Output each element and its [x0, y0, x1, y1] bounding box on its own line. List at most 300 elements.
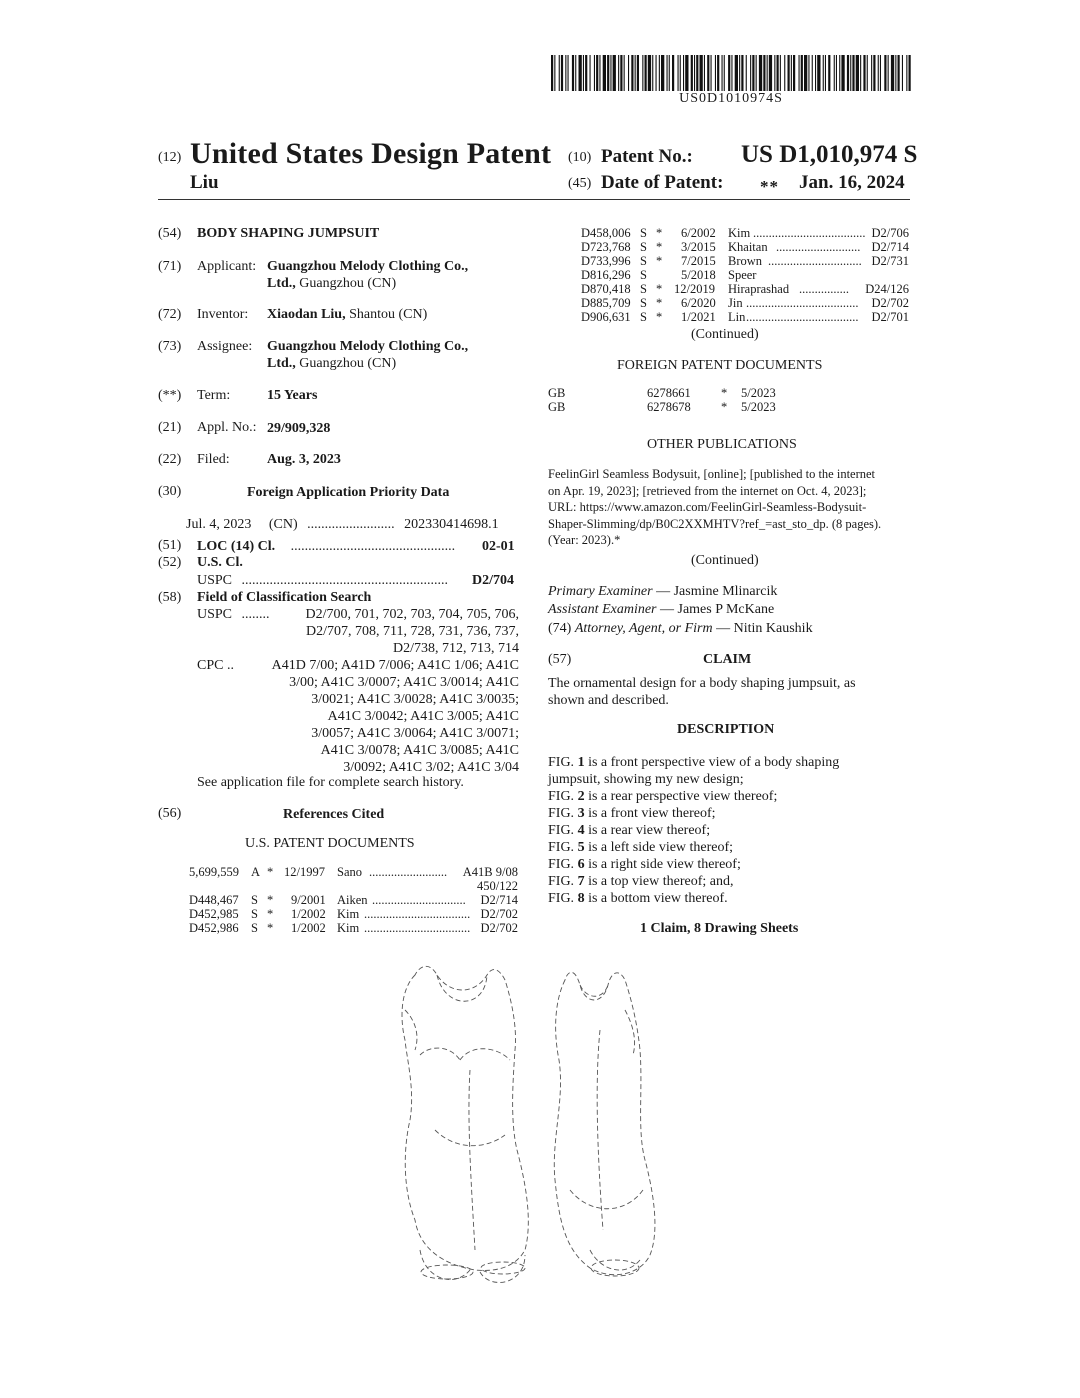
- ref-name: Kim: [337, 921, 360, 935]
- barcode-bar: [661, 55, 664, 91]
- fig-prefix: FIG.: [548, 823, 575, 838]
- foreign-country: GB: [548, 386, 566, 400]
- attorney-name: — Nitin Kaushik: [716, 621, 813, 636]
- fig-text: is a right side view thereof;: [588, 857, 741, 872]
- ref-no: 5,699,559: [189, 865, 239, 879]
- barcode-bar: [620, 55, 622, 91]
- attorney-row: [548, 620, 813, 637]
- front-bust-right: [460, 1049, 510, 1060]
- ref-no: D452,985: [189, 907, 239, 921]
- barcode-bar: [711, 55, 712, 91]
- primary-examiner-name: — Jasmine Mlinarcik: [656, 584, 778, 599]
- barcode-bar: [799, 55, 800, 91]
- ref-kind: S: [640, 268, 647, 282]
- field-cpc-line: A41C 3/0042; A41C 3/005; A41C: [327, 709, 519, 724]
- fig-text: is a front view thereof;: [588, 806, 716, 821]
- ref-no: D870,418: [581, 282, 631, 296]
- fig-text: is a left side view thereof;: [588, 840, 734, 855]
- ref-star: *: [656, 254, 663, 268]
- field-uspc-label-row: [197, 606, 270, 623]
- ref-kind: S: [640, 310, 647, 324]
- barcode-bar: [583, 55, 584, 91]
- barcode-bar: [804, 55, 807, 91]
- ref-star: *: [267, 865, 274, 879]
- ref-name: Speer: [728, 268, 757, 282]
- us-ref-row: [189, 921, 519, 934]
- ref-date: 1/2021: [681, 310, 716, 324]
- fig-prefix: FIG.: [548, 874, 575, 889]
- inid-code-51: (51): [158, 538, 182, 553]
- ref-class-2: 450/122: [477, 879, 518, 893]
- field-note: See application file for complete search history.: [197, 775, 464, 790]
- priority-row: [186, 516, 519, 533]
- invention-title: BODY SHAPING JUMPSUIT: [197, 226, 380, 241]
- barcode-bar: [642, 55, 643, 91]
- fig-prefix: FIG.: [548, 857, 575, 872]
- field-uspc-line: D2/738, 712, 713, 714: [393, 641, 519, 656]
- barcode-bar: [735, 55, 738, 91]
- barcode-bar: [652, 55, 653, 91]
- applicant-label: Applicant:: [197, 259, 257, 274]
- ref-dots: ..................................: [364, 907, 471, 921]
- inid-code-71: (71): [158, 259, 182, 274]
- filed-label: Filed:: [197, 452, 230, 467]
- ref-no: D452,986: [189, 921, 239, 935]
- ref-star: *: [267, 893, 274, 907]
- front-center-line: [469, 1070, 475, 1250]
- assignee-label: Assignee:: [197, 339, 253, 354]
- barcode-bar: [559, 55, 560, 91]
- barcode-bar: [767, 55, 768, 91]
- barcode-bar: [863, 55, 865, 91]
- fig-number: 4: [577, 823, 585, 838]
- ref-class: D2/714: [480, 893, 518, 907]
- us-ref-row: [581, 310, 910, 323]
- barcode-bar: [759, 55, 762, 91]
- barcode-bar: [841, 55, 844, 91]
- barcode-bar: [850, 55, 851, 91]
- uscl-dots: ...........................................................: [241, 573, 449, 588]
- barcode-bar: [724, 55, 725, 91]
- barcode-bar: [878, 55, 879, 91]
- ref-class: D2/702: [480, 921, 518, 935]
- description-line: [548, 890, 910, 907]
- fig-number: 3: [577, 806, 585, 821]
- fig-number: 5: [577, 840, 585, 855]
- barcode-bar: [888, 55, 889, 91]
- fig-number: 8: [577, 891, 585, 906]
- us-ref-row: [581, 296, 910, 309]
- barcode-bar: [637, 55, 639, 91]
- barcode-bar: [825, 55, 826, 91]
- fig-number: 7: [577, 874, 585, 889]
- barcode-bar: [715, 55, 716, 91]
- header-rule: [158, 199, 910, 200]
- priority-heading: Foreign Application Priority Data: [247, 485, 450, 500]
- ref-date: 12/1997: [284, 865, 325, 879]
- barcode-bar: [808, 55, 809, 91]
- us-ref-row: [581, 240, 910, 253]
- date-stars: **: [760, 177, 779, 196]
- barcode-bar: [645, 55, 647, 91]
- barcode-bar: [554, 55, 555, 91]
- barcode-bar: [669, 55, 670, 91]
- uscl-sub: USPC: [197, 573, 233, 588]
- ref-kind: S: [640, 226, 647, 240]
- date-of-patent: Jan. 16, 2024: [799, 172, 905, 193]
- barcode-bar: [828, 55, 830, 91]
- barcode-bar: [648, 55, 651, 91]
- applicant-name: Guangzhou Melody Clothing Co.,: [267, 259, 469, 274]
- barcode-bar: [898, 55, 900, 91]
- ref-kind: S: [251, 907, 258, 921]
- jumpsuit-drawing: [375, 950, 705, 1290]
- ref-date: 1/2002: [291, 907, 326, 921]
- field-cpc-line: A41C 3/0078; A41C 3/0085; A41C: [320, 743, 519, 758]
- barcode-bar: [741, 55, 743, 91]
- barcode-bar: [717, 55, 719, 91]
- ref-date: 1/2002: [291, 921, 326, 935]
- barcode-bar: [836, 55, 837, 91]
- field-uspc-lines: [270, 606, 519, 657]
- barcode-bar: [731, 55, 732, 91]
- ref-date: 6/2020: [681, 296, 716, 310]
- barcode-bar: [873, 55, 875, 91]
- ref-kind: A: [251, 865, 261, 879]
- barcode-bar: [815, 55, 816, 91]
- field-cpc-line: 3/0092; A41C 3/02; A41C 3/04: [343, 760, 519, 775]
- ref-dots: ....................................: [746, 310, 859, 324]
- inid-code-56: (56): [158, 806, 182, 821]
- inid-code-10: (10): [568, 150, 592, 165]
- inid-code-21: (21): [158, 420, 182, 435]
- us-docs-heading: U.S. PATENT DOCUMENTS: [245, 836, 415, 851]
- uscl-row: [197, 572, 467, 589]
- ref-dots: ..............................: [768, 254, 862, 268]
- ref-dots: ...........................: [776, 240, 861, 254]
- barcode-bar: [680, 55, 681, 91]
- ref-date: 12/2019: [674, 282, 715, 296]
- assignee-name-2: Ltd.,: [267, 356, 296, 371]
- barcode-bar: [763, 55, 765, 91]
- barcode-bar: [793, 55, 795, 91]
- barcode-bar: [568, 55, 569, 91]
- rear-seat-curve: [570, 1190, 643, 1209]
- other-pubs: [548, 466, 910, 549]
- field-cpc-line: 3/0057; A41C 3/0064; A41C 3/0071;: [311, 726, 519, 741]
- fig-prefix: FIG.: [548, 891, 575, 906]
- fig-prefix: FIG.: [548, 840, 575, 855]
- ref-name: Brown: [728, 254, 763, 268]
- claims-sheets-summary: 1 Claim, 8 Drawing Sheets: [640, 921, 799, 936]
- ref-star: *: [656, 282, 663, 296]
- assignee-city: Guangzhou (CN): [299, 356, 397, 371]
- other-pub-line: URL: https://www.amazon.com/FeelinGirl-Seamless-Bodysuit-: [548, 500, 867, 515]
- patent-no-label: Patent No.:: [601, 146, 693, 167]
- barcode-bar: [769, 55, 772, 91]
- barcode-bar: [628, 55, 629, 91]
- barcode-bar: [678, 55, 679, 91]
- barcode-bar: [739, 55, 740, 91]
- claim-heading: CLAIM: [703, 652, 752, 667]
- priority-dots: .........................: [307, 517, 395, 532]
- barcode-bar: [891, 55, 894, 91]
- foreign-date: 5/2023: [741, 386, 776, 400]
- inid-code-12: (12): [158, 150, 182, 165]
- barcode-bar: [672, 55, 674, 91]
- fig-text: is a rear perspective view thereof;: [588, 789, 778, 804]
- inventor-city: Shantou (CN): [349, 307, 428, 322]
- barcode-bar: [694, 55, 695, 91]
- ref-class: D2/714: [871, 240, 909, 254]
- barcode-bar: [624, 55, 625, 91]
- continued-pubs: (Continued): [691, 553, 759, 568]
- ref-no: D885,709: [581, 296, 631, 310]
- loc-label: LOC (14) Cl.: [197, 539, 276, 554]
- description-line: [548, 822, 910, 839]
- ref-kind: S: [640, 254, 647, 268]
- barcode-bar: [603, 55, 606, 91]
- ref-dots: .........................: [369, 865, 448, 879]
- fig-number: 1: [577, 755, 585, 770]
- barcode-bar: [607, 55, 609, 91]
- us-ref-row: [189, 907, 519, 920]
- field-cpc-lines: [245, 657, 519, 776]
- continued-refs: (Continued): [691, 327, 759, 342]
- inid-code-74: (74): [548, 621, 572, 636]
- barcode-bar: [700, 55, 703, 91]
- ref-name: Lin: [728, 310, 746, 324]
- field-cpc-line: 3/0021; A41C 3/0028; A41C 3/0035;: [311, 692, 519, 707]
- ref-date: 7/2015: [681, 254, 716, 268]
- barcode-bar: [812, 55, 813, 91]
- barcode-bar: [750, 55, 751, 91]
- barcode-bar: [722, 55, 723, 91]
- ref-dots: ....................................: [753, 226, 866, 240]
- ref-name: Sano: [337, 865, 362, 879]
- barcode-bar: [696, 55, 698, 91]
- ref-class: D2/706: [871, 226, 909, 240]
- fig-text: is a top view thereof; and,: [588, 874, 734, 889]
- field-cpc-label: CPC ..: [197, 658, 234, 673]
- date-of-patent-label: Date of Patent:: [601, 172, 724, 193]
- fig-text: is a rear view thereof;: [588, 823, 711, 838]
- barcode-bar: [839, 55, 840, 91]
- field-label: Field of Classification Search: [197, 590, 372, 605]
- description-line: [548, 754, 910, 771]
- ref-star: *: [656, 226, 663, 240]
- inid-code-30: (30): [158, 484, 182, 499]
- inid-code-72: (72): [158, 307, 182, 322]
- inid-code-term: (**): [158, 388, 182, 403]
- field-uspc-line: D2/707, 708, 711, 728, 731, 736, 737,: [306, 624, 519, 639]
- barcode-bar: [575, 55, 576, 91]
- barcode-bar: [909, 55, 911, 91]
- ref-date: 5/2018: [681, 268, 716, 282]
- field-cpc-line: 3/00; A41C 3/0007; A41C 3/0014; A41C: [289, 675, 519, 690]
- appl-no-label: Appl. No.:: [197, 420, 257, 435]
- barcode-bar: [683, 55, 684, 91]
- barcode-bar: [895, 55, 896, 91]
- loc-value: 02-01: [482, 539, 515, 554]
- barcode-bar: [579, 55, 582, 91]
- ref-no: D906,631: [581, 310, 631, 324]
- field-cpc-line: A41D 7/00; A41D 7/006; A41C 1/06; A41C: [271, 658, 519, 673]
- description-line: [548, 771, 910, 788]
- barcode-bar: [777, 55, 779, 91]
- field-uspc-dots: ........: [241, 607, 270, 622]
- barcode-bar: [852, 55, 854, 91]
- loc-row: [197, 538, 519, 555]
- barcode-bar: [565, 55, 566, 91]
- barcode-bar: [585, 55, 587, 91]
- ref-class: D2/702: [480, 907, 518, 921]
- barcode-bar: [590, 55, 591, 91]
- priority-date: Jul. 4, 2023: [186, 517, 252, 532]
- front-armhole: [405, 1010, 417, 1050]
- barcode-bar: [752, 55, 754, 91]
- applicant-name-2: Ltd.,: [267, 276, 296, 291]
- inid-code-54: (54): [158, 226, 182, 241]
- us-ref-row-cont: [189, 879, 519, 892]
- description-heading: DESCRIPTION: [677, 722, 775, 737]
- barcode-bar: [656, 55, 657, 91]
- description-line: [548, 873, 910, 890]
- fig-prefix: FIG.: [548, 789, 575, 804]
- primary-examiner-label: Primary Examiner: [548, 584, 653, 599]
- barcode-bar: [707, 55, 709, 91]
- loc-dots: ...............................................: [290, 539, 456, 554]
- inid-code-45: (45): [568, 176, 592, 191]
- ref-class: D2/731: [871, 254, 909, 268]
- inid-code-52: (52): [158, 555, 182, 570]
- barcode-bar: [704, 55, 705, 91]
- ref-no: D733,996: [581, 254, 631, 268]
- field-uspc-label: USPC: [197, 607, 233, 622]
- fig-text: jumpsuit, showing my new design;: [548, 772, 744, 787]
- barcode-bar: [551, 55, 553, 91]
- barcode-bar: [572, 55, 574, 91]
- inid-code-73: (73): [158, 339, 182, 354]
- patent-number: US D1,010,974 S: [741, 141, 918, 168]
- barcode-bar: [746, 55, 747, 91]
- inid-code-58: (58): [158, 590, 182, 605]
- foreign-country: GB: [548, 400, 566, 414]
- ref-dots: ..................................: [364, 921, 471, 935]
- assistant-examiner-label: Assistant Examiner: [548, 602, 657, 617]
- description-line: [548, 856, 910, 873]
- barcode-bar: [631, 55, 633, 91]
- barcode-bar: [728, 55, 730, 91]
- other-pubs-heading: OTHER PUBLICATIONS: [647, 437, 797, 452]
- ref-class: D2/701: [871, 310, 909, 324]
- applicant-city: Guangzhou (CN): [299, 276, 397, 291]
- inid-code-57: (57): [548, 652, 572, 667]
- us-ref-row: [189, 865, 519, 878]
- barcode-bar: [599, 55, 600, 91]
- barcode-bar: [685, 55, 688, 91]
- priority-country: (CN): [268, 517, 298, 532]
- uscl-label: U.S. Cl.: [197, 555, 243, 570]
- ref-star: *: [656, 240, 663, 254]
- ref-dots: ....................................: [746, 296, 859, 310]
- barcode-bar: [613, 55, 616, 91]
- rear-armhole: [625, 1010, 635, 1055]
- ref-name: Hiraprashad: [728, 282, 790, 296]
- foreign-no: 6278661: [647, 386, 691, 400]
- barcode-number: US0D1010974S: [679, 91, 783, 106]
- barcode-bar: [880, 55, 881, 91]
- barcode-bar: [856, 55, 859, 91]
- barcode-bar: [691, 55, 693, 91]
- barcode-bar: [618, 55, 619, 91]
- foreign-row: [548, 401, 848, 415]
- barcode-bar: [635, 55, 636, 91]
- ref-kind: S: [251, 893, 258, 907]
- barcode: [551, 55, 911, 91]
- barcode-bar: [780, 55, 781, 91]
- barcode-bar: [906, 55, 907, 91]
- barcode-bar: [847, 55, 849, 91]
- term-value: 15 Years: [267, 388, 318, 403]
- ref-name: Khaitan: [728, 240, 768, 254]
- other-pub-line: Shaper-Slimming/dp/B0C2XXMHTV?ref_=ast_sto_dp. (8 pages).: [548, 516, 882, 531]
- us-ref-row: [581, 282, 910, 295]
- other-pub-line: on Apr. 19, 2023]; [retrieved from the internet on Oct. 4, 2023];: [548, 483, 867, 498]
- foreign-no: 6278678: [647, 400, 691, 414]
- ref-no: D448,467: [189, 893, 239, 907]
- ref-class: D24/126: [865, 282, 909, 296]
- assignee-name: Guangzhou Melody Clothing Co.,: [267, 339, 469, 354]
- us-ref-row: [189, 893, 519, 906]
- other-pub-line: FeelinGirl Seamless Bodysuit, [online]; [published to the internet: [548, 467, 876, 481]
- ref-star: *: [656, 310, 663, 324]
- assistant-examiner-row: [548, 601, 774, 618]
- barcode-bar: [594, 55, 595, 91]
- rear-leg-line: [590, 1250, 640, 1270]
- term-label: Term:: [197, 388, 231, 403]
- refs-heading: References Cited: [283, 807, 385, 822]
- barcode-bar: [774, 55, 775, 91]
- fig-number: 6: [577, 857, 585, 872]
- ref-star: *: [656, 296, 663, 310]
- barcode-bar: [561, 55, 563, 91]
- document-title: United States Design Patent: [190, 137, 552, 170]
- ref-name: Aiken: [337, 893, 368, 907]
- fig-number: 2: [577, 789, 585, 804]
- barcode-bar: [871, 55, 872, 91]
- barcode-bar: [823, 55, 824, 91]
- front-leg-opening: [421, 1265, 473, 1279]
- barcode-bar: [884, 55, 886, 91]
- us-ref-row: [581, 254, 910, 267]
- ref-dots: ..............................: [372, 893, 466, 907]
- us-ref-row: [581, 268, 910, 281]
- barcode-bar: [834, 55, 835, 91]
- fig-prefix: FIG.: [548, 755, 575, 770]
- ref-name: Jin: [728, 296, 743, 310]
- other-pub-line: (Year: 2023).*: [548, 533, 621, 548]
- us-ref-row: [581, 226, 910, 239]
- ref-date: 9/2001: [291, 893, 326, 907]
- claim-text: [548, 675, 910, 709]
- uscl-value: D2/704: [472, 573, 514, 588]
- field-uspc-line: D2/700, 701, 702, 703, 704, 705, 706,: [305, 607, 519, 622]
- barcode-bar: [596, 55, 598, 91]
- foreign-row: [548, 387, 848, 401]
- barcode-bar: [788, 55, 790, 91]
- front-neckline: [437, 975, 487, 1001]
